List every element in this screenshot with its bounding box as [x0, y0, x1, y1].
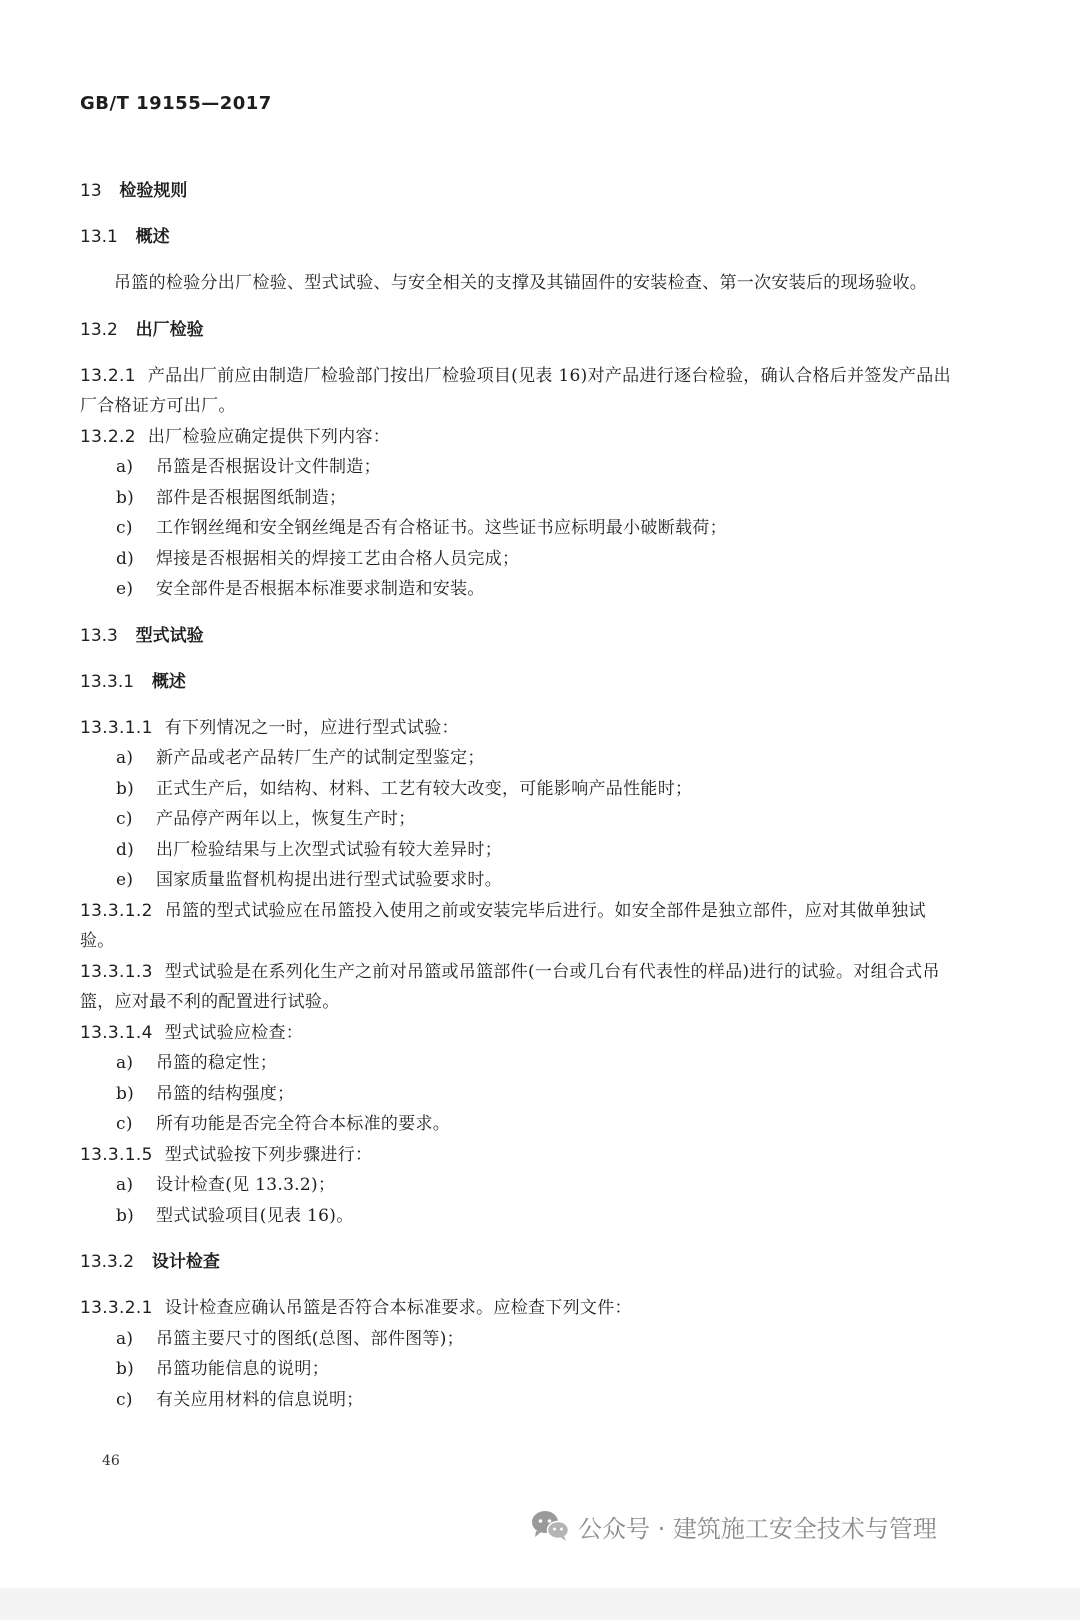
section-number: 13.2: [80, 319, 118, 340]
section-13-3-2-heading: [80, 1247, 960, 1277]
list-marker: a): [116, 1175, 134, 1195]
clause-13-3-2-1: [80, 1293, 960, 1324]
list-item: [80, 1079, 960, 1110]
list-marker: a): [116, 1328, 134, 1349]
list-text: 吊篮是否根据设计文件制造；: [156, 457, 381, 477]
clause-13-2-1: [80, 361, 960, 422]
list-text: 吊篮主要尺寸的图纸(总图、部件图等)；: [156, 1328, 464, 1349]
clause-text: 型式试验是在系列化生产之前对吊篮或吊篮部件(一台或几台有代表性的样品)进行的试验。对组合式吊篮，应对最不利的配置进行试验。: [80, 961, 940, 1012]
list-marker: b): [116, 1359, 135, 1379]
list-marker: b): [116, 1205, 135, 1226]
watermark-text: 公众号 · 建筑施工安全技术与管理: [578, 1514, 937, 1543]
list-marker: b): [116, 487, 135, 508]
section-number: 13.3.1: [80, 671, 135, 692]
section-number: 13.3.2: [80, 1252, 135, 1272]
clause-13-3-1-2: [80, 896, 960, 957]
page-content: [80, 176, 960, 1415]
section-title: 设计检查: [151, 1252, 220, 1272]
clause-text: 型式试验按下列步骤进行：: [164, 1144, 373, 1165]
list-text: 工作钢丝绳和安全钢丝绳是否有合格证书。这些证书应标明最小破断载荷；: [156, 518, 727, 538]
list-marker: e): [116, 579, 134, 599]
list-text: 有关应用材料的信息说明；: [156, 1389, 364, 1410]
list-item: [80, 483, 960, 514]
standard-code: GB/T 19155—2017: [80, 93, 272, 114]
clause-number: 13.3.1.3: [80, 961, 153, 982]
section-13-3-heading: [80, 621, 960, 651]
list-text: 新产品或老产品转厂生产的试制定型鉴定；: [156, 748, 485, 768]
list-marker: e): [116, 870, 134, 890]
list-item: [80, 1354, 960, 1385]
clause-text: 出厂检验应确定提供下列内容：: [147, 426, 391, 447]
section-number: 13: [80, 181, 102, 201]
list-item: [80, 1170, 960, 1201]
clause-13-2-2: [80, 422, 960, 453]
list-item: [80, 774, 960, 805]
list-text: 安全部件是否根据本标准要求制造和安装。: [156, 579, 485, 599]
list-marker: a): [116, 748, 134, 768]
clause-text: 型式试验应检查：: [164, 1022, 304, 1043]
list-item: [80, 1109, 960, 1140]
list-text: 产品停产两年以上，恢复生产时；: [156, 809, 416, 829]
list-text: 吊篮的稳定性；: [156, 1053, 278, 1073]
clause-number: 13.3.1.4: [80, 1022, 153, 1043]
list-marker: b): [116, 778, 135, 799]
section-13-2-heading: [80, 315, 960, 345]
clause-text: 产品出厂前应由制造厂检验部门按出厂检验项目(见表 16)对产品进行逐台检验，确认合格后并签发产品出厂合格证方可出厂。: [80, 365, 951, 416]
clause-13-3-1-4: [80, 1018, 960, 1049]
clause-number: 13.2.2: [80, 426, 136, 447]
page-number: 46: [102, 1453, 120, 1469]
paragraph: 吊篮的检验分出厂检验、型式试验、与安全相关的支撑及其锚固件的安装检查、第一次安装后的现场验收。: [114, 273, 928, 293]
list-item: [80, 452, 960, 483]
list-item: [80, 1385, 960, 1416]
list-marker: c): [116, 809, 133, 829]
clause-number: 13.3.1.5: [80, 1144, 153, 1165]
list-text: 所有功能是否完全符合本标准的要求。: [156, 1114, 451, 1134]
list-text: 国家质量监督机构提出进行型式试验要求时。: [156, 870, 502, 890]
section-13-3-1-heading: [80, 667, 960, 697]
bottom-band: [0, 1588, 1080, 1620]
section-title: 检验规则: [119, 181, 188, 201]
list-item: [80, 544, 960, 575]
list-text: 型式试验项目(见表 16)。: [156, 1205, 354, 1226]
list-item: [80, 865, 960, 896]
list-marker: d): [116, 839, 135, 860]
clause-text: 有下列情况之一时，应进行型式试验：: [164, 717, 459, 738]
section-title: 出厂检验: [135, 319, 204, 340]
list-item: [80, 513, 960, 544]
list-marker: d): [116, 548, 135, 569]
list-item: [80, 1201, 960, 1232]
list-marker: b): [116, 1083, 135, 1104]
wechat-icon: [530, 1509, 570, 1543]
list-text: 吊篮的结构强度；: [156, 1083, 295, 1104]
list-item: [80, 1048, 960, 1079]
section-title: 概述: [151, 671, 186, 692]
section-number: 13.1: [80, 227, 118, 247]
list-item: [80, 804, 960, 835]
list-marker: a): [116, 457, 134, 477]
clause-text: 设计检查应确认吊篮是否符合本标准要求。应检查下列文件：: [164, 1298, 632, 1318]
list-text: 出厂检验结果与上次型式试验有较大差异时；: [156, 839, 502, 860]
clause-text: 吊篮的型式试验应在吊篮投入使用之前或安装完毕后进行。如安全部件是独立部件，应对其做单独试验。: [80, 900, 926, 951]
list-marker: c): [116, 1389, 133, 1410]
section-number: 13.3: [80, 625, 118, 646]
list-item: [80, 1324, 960, 1355]
section-title: 型式试验: [135, 625, 204, 646]
section-13-1-heading: [80, 222, 960, 252]
list-text: 吊篮功能信息的说明；: [156, 1359, 329, 1379]
watermark: [530, 1506, 937, 1546]
clause-number: 13.3.2.1: [80, 1298, 153, 1318]
clause-number: 13.2.1: [80, 365, 136, 386]
clause-13-3-1-5: [80, 1140, 960, 1171]
list-item: [80, 835, 960, 866]
clause-number: 13.3.1.1: [80, 717, 153, 738]
clause-13-3-1-1: [80, 713, 960, 744]
list-marker: c): [116, 518, 133, 538]
list-text: 正式生产后，如结构、材料、工艺有较大改变，可能影响产品性能时；: [156, 778, 693, 799]
list-text: 部件是否根据图纸制造；: [156, 487, 347, 508]
clause-number: 13.3.1.2: [80, 900, 153, 921]
list-item: [80, 574, 960, 605]
section-13-heading: [80, 176, 960, 206]
list-text: 焊接是否根据相关的焊接工艺由合格人员完成；: [156, 548, 520, 569]
list-marker: a): [116, 1053, 134, 1073]
clause-13-3-1-3: [80, 957, 960, 1018]
list-item: [80, 743, 960, 774]
list-marker: c): [116, 1114, 133, 1134]
section-title: 概述: [135, 227, 170, 247]
list-text: 设计检查(见 13.3.2)；: [156, 1175, 336, 1195]
